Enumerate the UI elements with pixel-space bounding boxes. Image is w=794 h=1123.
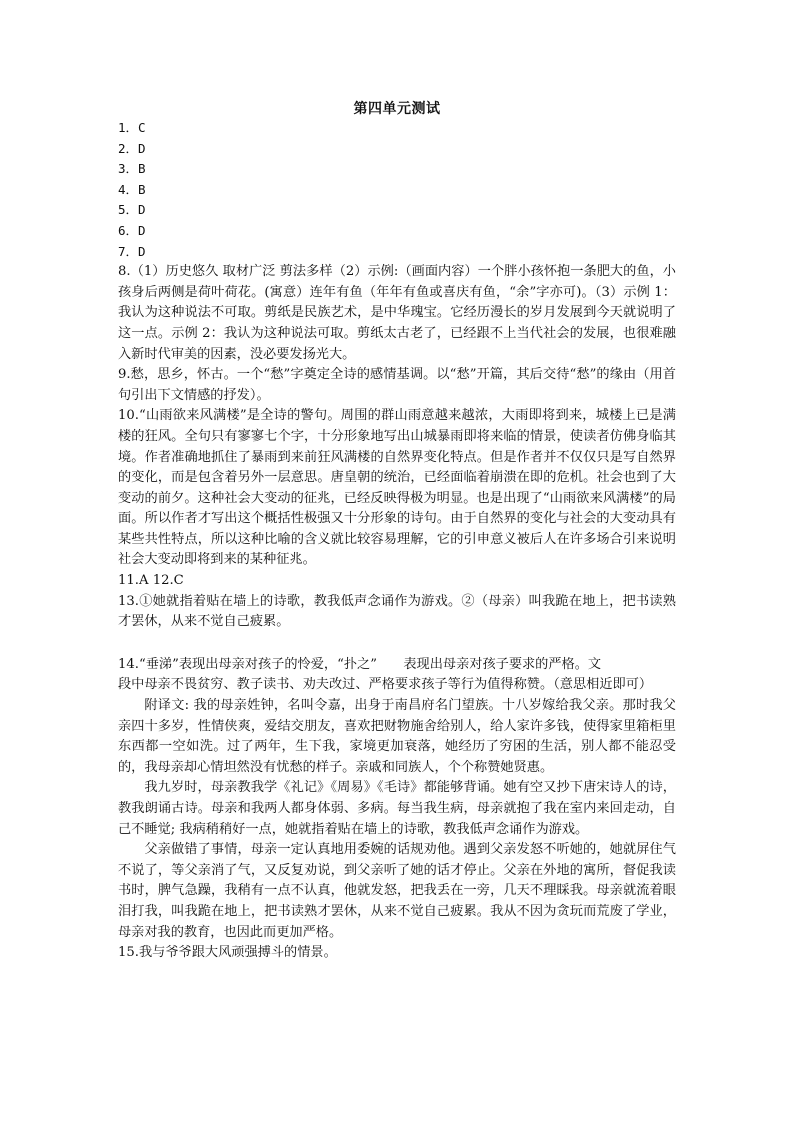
mc-answer-2: 2．D xyxy=(118,140,146,156)
answer-13: 13.①她就指着贴在墙上的诗歌，教我低声念诵作为游戏。②（母亲）叫我跪在地上，把书读熟才罢休，从来不觉自己疲累。 xyxy=(118,593,676,630)
mc-answer-3: 3．B xyxy=(118,161,146,177)
answer-14-line1: 14.“垂涕”表现出母亲对孩子的怜爱，“扑之” 表现出母亲对孩子要求的严格。文 xyxy=(118,656,602,672)
mc-answer-1: 1．C xyxy=(118,120,146,135)
translation-paragraph-2: 我九岁时，母亲教我学《礼记》《周易》《毛诗》都能够背诵。她有空又抄下唐宋诗人的诗，教我朗诵古诗。母亲和我两人都身体弱、多病。每当我生病，母亲就抱了我在室内来回走动，自己不睡觉; 我病稍稍好一点，她就指着贴在墙上的诗歌，教我低声念诵作为游戏。 xyxy=(118,780,676,837)
answer-11-12: 11.A 12.C xyxy=(118,573,184,589)
answer-10: 10.“山雨欲来风满楼”是全诗的警句。周围的群山雨意越来越浓，大雨即将到来，城楼上已是满楼的狂风。全句只有寥寥七个字，十分形象地写出山城暴雨即将来临的情景，使读者仿佛身临其境。作者准确地抓住了暴雨到来前狂风满楼的自然界变化特点。但是作者并不仅仅只是写自然界的变化，而是包含着另外一层意思。唐皇朝的统治，已经面临着崩溃在即的危机。社会也到了大变动的前夕。这种社会大变动的征兆，已经反映得极为明显。也是出现了“山雨欲来风满楼”的局面。所以作者才写出这个概括性极强又十分形象的诗句。由于自然界的变化与社会的大变动具有某些共性特点，所以这种比喻的含义就比较容易理解，它的引申意义被后人在许多场合引来说明社会大变动即将到来的某种征兆。 xyxy=(118,408,676,568)
answer-8: 8.（1）历史悠久 取材广泛 剪法多样（2）示例:（画面内容）一个胖小孩怀抱一条肥大的鱼，小孩身后两侧是荷叶荷花。(寓意）连年有鱼（年年有鱼或喜庆有鱼，“余”字亦可)。（3）示例 1：我认为这种说法不可取。剪纸是民族艺术，是中华瑰宝。它经历漫长的岁月发展到今天就说明了这一点。示例 2：我认为这种说法可取。剪纸太古老了，已经跟不上当代社会的发展，也很难融入新时代审美的因素，没必要发扬光大。 xyxy=(118,264,676,362)
answer-15: 15.我与爷爷跟大风顽强搏斗的情景。 xyxy=(118,945,337,961)
mc-answer-4: 4．B xyxy=(118,181,146,197)
answer-9: 9.愁，思乡，怀古。一个“愁”字奠定全诗的感情基调。以“愁”开篇，其后交待“愁”的缘由（用首句引出下文情感的抒发）。 xyxy=(118,367,676,403)
answer-14-rest: 段中母亲不畏贫穷、教子读书、劝夫改过、严格要求孩子等行为值得称赞。（意思相近即可） xyxy=(118,677,653,693)
blank-line xyxy=(118,633,676,655)
translation-paragraph-3: 父亲做错了事情，母亲一定认真地用委婉的话规劝他。遇到父亲发怒不听她的，她就屏住气不说了，等父亲消了气，又反复劝说，到父亲听了她的话才停止。父亲在外地的寓所，督促我读书时，脾气急躁，我稍有一点不认真，他就发怒，把我丢在一旁，几天不理睬我。母亲就流着眼泪打我，叫我跪在地上，把书读熟才罢休，从来不觉自己疲累。我从不因为贪玩而荒废了学业，母亲对我的教育，也因此而更加严格。 xyxy=(118,842,676,940)
page-title: 第四单元测试 xyxy=(353,101,441,117)
mc-answer-6: 6．D xyxy=(118,222,146,238)
translation-paragraph-1: 附译文: 我的母亲姓钟，名叫令嘉，出身于南昌府名门望族。十八岁嫁给我父亲。那时我父亲四十多岁，性情侠爽，爱结交朋友，喜欢把财物施舍给别人，给人家许多钱，使得家里箱柜里东西都一空如洗。过了两年，生下我，家境更加衰落，她经历了穷困的生活，别人都不能忍受的，我母亲却心情坦然没有忧愁的样子。亲戚和同族人，个个称赞她贤惠。 xyxy=(118,698,676,775)
mc-answer-5: 5．D xyxy=(118,202,146,218)
mc-answer-7: 7．D xyxy=(118,243,146,259)
answer-body xyxy=(118,118,676,964)
